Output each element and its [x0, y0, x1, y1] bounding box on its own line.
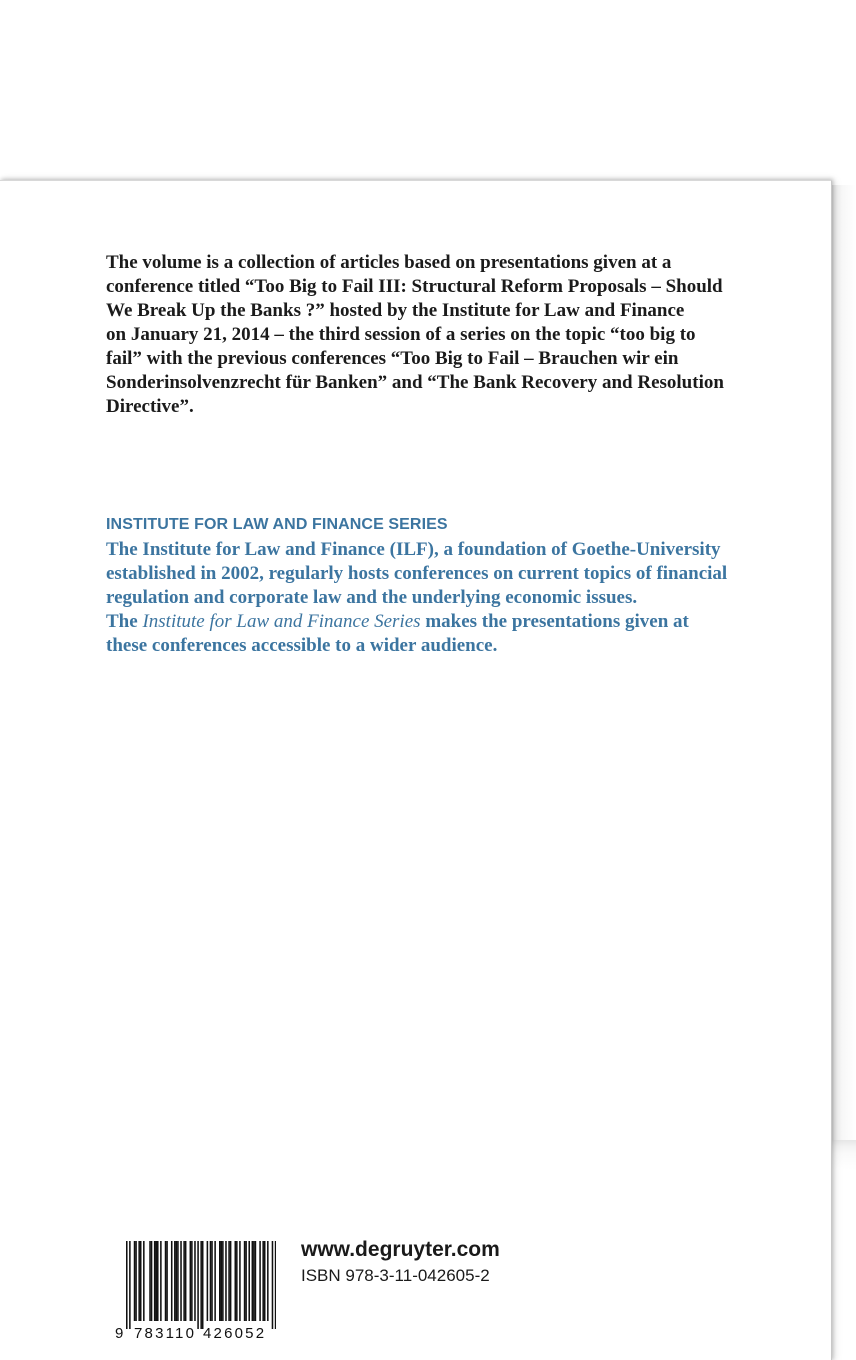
- barcode-bar: [245, 1241, 247, 1321]
- barcode-bar: [264, 1241, 266, 1321]
- barcode-bar: [235, 1241, 237, 1321]
- barcode-bar: [210, 1241, 212, 1321]
- barcode-bar: [180, 1241, 182, 1321]
- series-line-4-end: makes the presentations given at: [420, 611, 689, 632]
- series-line-5: these conferences accessible to a wider audience.: [106, 635, 498, 656]
- barcode-bar: [222, 1241, 224, 1321]
- barcode-bar: [207, 1241, 209, 1321]
- barcode-bar: [157, 1241, 159, 1321]
- barcode-bar: [230, 1241, 232, 1321]
- barcode-bar: [259, 1241, 261, 1321]
- barcode-bar: [154, 1241, 156, 1321]
- barcode-bar: [252, 1241, 254, 1321]
- barcode-bar: [200, 1241, 202, 1329]
- barcode-bar: [176, 1241, 178, 1321]
- barcode-digits-right: 426052: [203, 1325, 267, 1341]
- barcode-bar: [214, 1241, 216, 1321]
- barcode-bar: [143, 1241, 145, 1321]
- series-line-3: regulation and corporate law and the underlying economic issues.: [106, 587, 638, 608]
- barcode-bar: [236, 1241, 238, 1321]
- series-line-4: [106, 610, 776, 634]
- barcode-bar: [135, 1241, 137, 1321]
- barcode-bar: [183, 1241, 185, 1321]
- barcode-bar: [165, 1241, 167, 1321]
- barcode-bar: [202, 1241, 204, 1329]
- barcode-bar: [155, 1241, 157, 1321]
- barcode-bar: [171, 1241, 173, 1321]
- barcode-bar: [253, 1241, 255, 1321]
- barcode-bar: [239, 1241, 241, 1321]
- barcode-bar: [194, 1241, 196, 1321]
- barcode-bar: [211, 1241, 213, 1321]
- series-line-2: established in 2002, regularly hosts conferences on current topics of financial: [106, 563, 728, 584]
- barcode-bar: [255, 1241, 257, 1321]
- barcode-bar: [151, 1241, 153, 1321]
- barcode-bar: [191, 1241, 193, 1321]
- series-heading: INSTITUTE FOR LAW AND FINANCE SERIES: [106, 516, 448, 533]
- barcode-bar: [228, 1241, 230, 1321]
- barcode-bar: [129, 1241, 131, 1329]
- barcode-bar: [197, 1241, 199, 1329]
- isbn-barcode: [114, 1241, 276, 1341]
- barcode-bar: [219, 1241, 221, 1321]
- series-title-italic: Institute for Law and Finance Series: [142, 611, 421, 632]
- barcode-bar: [134, 1241, 136, 1321]
- barcode-bar: [126, 1241, 128, 1329]
- barcode-bar: [248, 1241, 250, 1321]
- barcode-bar: [160, 1241, 162, 1321]
- barcode-digits-left: 783110: [134, 1325, 197, 1341]
- barcode-bar: [272, 1241, 274, 1329]
- back-cover: [0, 180, 832, 1360]
- barcode-bar: [221, 1241, 223, 1321]
- barcode-lead-digit: 9: [115, 1325, 124, 1341]
- publisher-url: www.degruyter.com: [301, 1238, 500, 1261]
- barcode-bar: [166, 1241, 168, 1321]
- barcode-bar: [149, 1241, 151, 1321]
- lower-edge-shadow: [832, 1140, 856, 1360]
- isbn-number: ISBN 978-3-11-042605-2: [301, 1266, 490, 1285]
- barcode-graphic: [114, 1241, 276, 1341]
- series-line-4-start: The: [106, 611, 143, 632]
- barcode-bar: [138, 1241, 140, 1321]
- barcode-bar: [174, 1241, 176, 1321]
- barcode-bar: [140, 1241, 142, 1321]
- barcode-bar: [225, 1241, 227, 1321]
- barcode-bar: [262, 1241, 264, 1321]
- barcode-bar: [267, 1241, 269, 1321]
- series-description: [106, 538, 776, 658]
- barcode-bar: [177, 1241, 179, 1321]
- barcode-bar: [275, 1241, 276, 1329]
- barcode-bar: [185, 1241, 187, 1321]
- barcode-bar: [190, 1241, 192, 1321]
- series-line-1: The Institute for Law and Finance (ILF), a foundation of Goethe-University: [106, 539, 721, 560]
- book-description: The volume is a collection of articles based on presentations given at a conference titled “Too Big to Fail III: Structural Reform Proposals – Should We Break Up the Banks ?” hosted by the Institute for Law and Finance on January 21, 2014 – the third session of a series on the topic “too big to fail” with the previous conferences “Too Big to Fail – Brauchen wir ein Sonderinsolvenzrecht für Banken” and “The Bank Recovery and Resolution Directive”.: [106, 252, 724, 417]
- barcode-bar: [244, 1241, 246, 1321]
